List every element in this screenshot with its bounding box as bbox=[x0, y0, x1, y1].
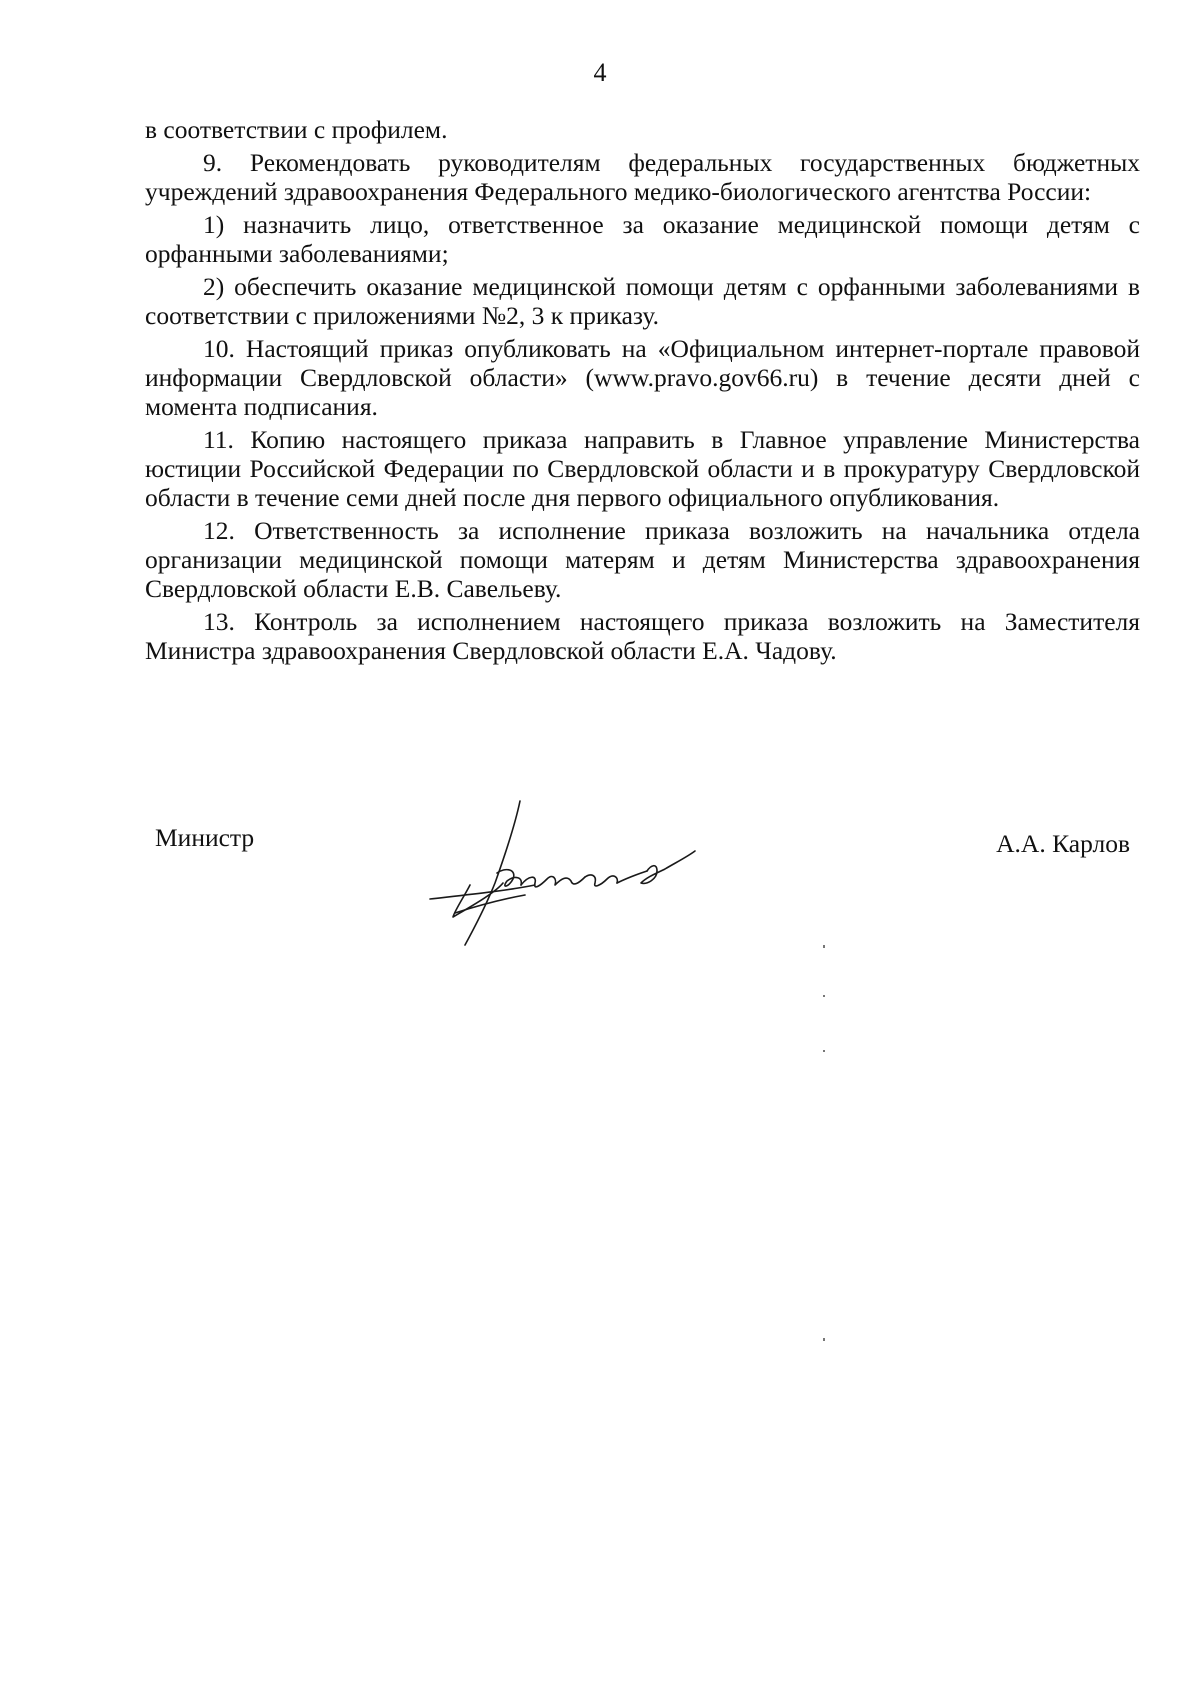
scan-speck bbox=[823, 1338, 825, 1341]
paragraph-item-12: 12. Ответственность за исполнение приказа возложить на начальника отдела организации медицинской помощи матерям и детям Министерства здравоохранения Свердловской области Е.В. Савельеву. bbox=[145, 516, 1140, 603]
paragraph-continuation: в соответствии с профилем. bbox=[145, 115, 448, 144]
handwritten-signature bbox=[425, 795, 725, 955]
scan-speck bbox=[823, 945, 825, 948]
document-body bbox=[145, 115, 1140, 665]
paragraph-item-13: 13. Контроль за исполнением настоящего приказа возложить на Заместителя Министра здравоохранения Свердловской области Е.А. Чадову. bbox=[145, 607, 1140, 665]
signatory-title: Министр bbox=[155, 823, 255, 852]
paragraph-subitem-2: 2) обеспечить оказание медицинской помощи детям с орфанными заболеваниями в соответствии с приложениями №2, 3 к приказу. bbox=[145, 272, 1140, 330]
signature-block bbox=[155, 815, 1130, 955]
page-number: 4 bbox=[593, 58, 607, 87]
paragraph-item-10: 10. Настоящий приказ опубликовать на «Официальном интернет-портале правовой информации Свердловской области» (www.pravo.gov66.ru) в течение десяти дней с момента подписания. bbox=[145, 334, 1140, 421]
signatory-name: А.А. Карлов bbox=[996, 829, 1130, 858]
paragraph-subitem-1: 1) назначить лицо, ответственное за оказание медицинской помощи детям с орфанными заболеваниями; bbox=[145, 210, 1140, 268]
scan-speck bbox=[823, 995, 825, 997]
scan-speck bbox=[823, 1050, 825, 1052]
paragraph-item-11: 11. Копию настоящего приказа направить в Главное управление Министерства юстиции Российской Федерации по Свердловской области и в прокуратуру Свердловской области в течение семи дней после дня первого официального опубликования. bbox=[145, 425, 1140, 512]
paragraph-item-9: 9. Рекомендовать руководителям федеральных государственных бюджетных учреждений здравоохранения Федерального медико-биологического агентства России: bbox=[145, 148, 1140, 206]
